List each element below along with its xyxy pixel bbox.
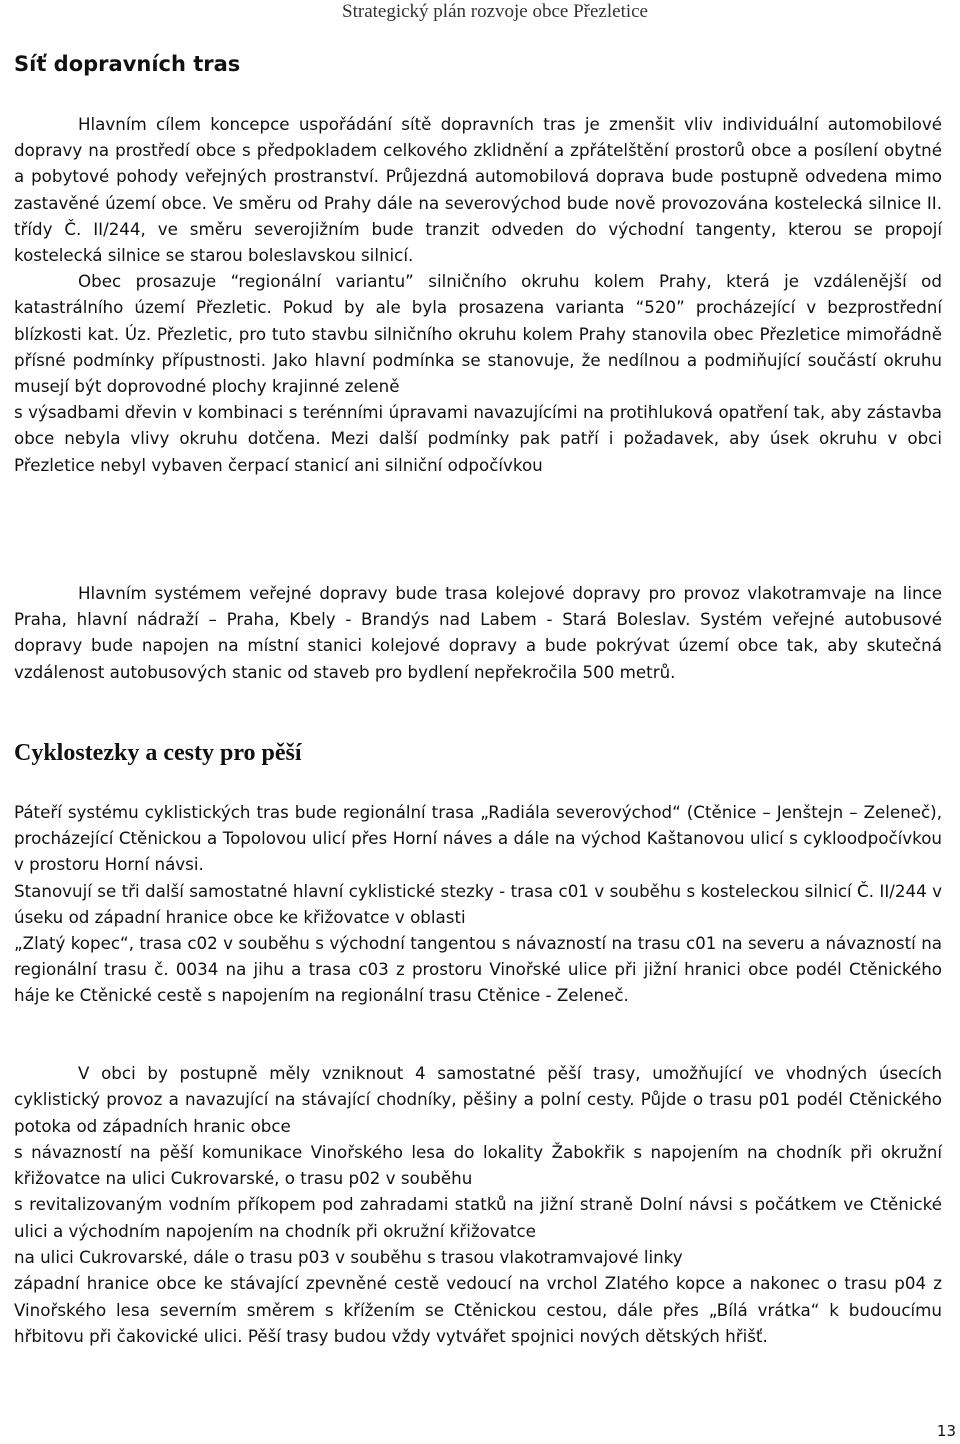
paragraph-pedestrian-p03: na ulici Cukrovarské, dále o trasu p03 v souběhu s trasou vlakotramvajové linky xyxy=(14,1247,683,1268)
running-header: Strategický plán rozvoje obce Přezletice xyxy=(342,1,648,22)
section-public-transport-body xyxy=(14,580,942,685)
paragraph-transport-goal: Hlavním cílem koncepce uspořádání sítě dopravních tras je zmenšit vliv individuální automobilové dopravy na prostředí obce s předpokladem celkového zklidnění a zpřátelštění prostorů obce a posílení obytné a pobytové pohody veřejných prostranství. Průjezdná automobilová doprava bude postupně odvedena mimo zastavěné území obce. Ve směru od Prahy dále na severovýchod bude nově provozována kostelecká silnice II. třídy Č. II/244, ve směru severojižním bude tranzit odveden do východní tangenty, kterou se propojí kostelecká silnice se starou boleslavskou silnicí. xyxy=(14,114,942,266)
paragraph-cycle-backbone: Páteří systému cyklistických tras bude regionální trasa „Radiála severovýchod“ (Ctěnice – Jenštejn – Zeleneč), procházející Ctěnickou a Topolovou ulicí přes Horní náves a dále na východ Kaštanovou ulicí s cykloodpočívkou v prostoru Horní návsi. xyxy=(14,802,942,875)
paragraph-cycle-routes: Stanovují se tři další samostatné hlavní cyklistické stezky - trasa c01 v souběhu s kosteleckou silnicí Č. II/244 v úseku od západní hranice obce ke křižovatce v oblasti xyxy=(14,880,942,927)
section-heading-transport: Síť dopravních tras xyxy=(14,52,241,76)
section-cycle-body xyxy=(14,799,942,1009)
section-heading-cycle-paths: Cyklostezky a cesty pro pěší xyxy=(14,740,302,766)
paragraph-ring-road: Obec prosazuje “regionální variantu” silničního okruhu kolem Prahy, která je vzdálenější od katastrálního území Přezletic. Pokud by ale byla prosazena varianta “520” procházející v bezprostřední blízkosti kat. Úz. Přezletic, pro tuto stavbu silničního okruhu kolem Prahy stanovila obec Přezletice mimořádně přísné podmínky přípustnosti. Jako hlavní podmínka se stanovuje, že nedílnou a podmiňující součástí okruhu musejí být doprovodné plochy krajinné zeleně xyxy=(14,271,942,397)
paragraph-cycle-routes-cont: „Zlatý kopec“, trasa c02 v souběhu s východní tangentou s návazností na trasu c01 na severu a návazností na regionální trasu č. 0034 na jihu a trasa c03 z prostoru Vinořské ulice při jižní hranici obce podél Ctěnického háje ke Ctěnické cestě s napojením na regionální trasu Ctěnice - Zeleneč. xyxy=(14,933,942,1006)
paragraph-pedestrian-intro: V obci by postupně měly vzniknout 4 samostatné pěší trasy, umožňující ve vhodných úsecích cyklistický provoz a navazující na stávající chodníky, pěšiny a polní cesty. Půjde o trasu p01 podél Ctěnického potoka od západních hranic obce xyxy=(14,1063,942,1136)
paragraph-public-transport: Hlavním systémem veřejné dopravy bude trasa kolejové dopravy pro provoz vlakotramvaje na lince Praha, hlavní nádraží – Praha, Kbely - Brandýs nad Labem - Stará Boleslav. Systém veřejné autobusové dopravy bude napojen na místní stanici kolejové dopravy a bude pokrývat území obce tak, aby skutečná vzdálenost autobusových stanic od staveb pro bydlení nepřekročila 500 metrů. xyxy=(14,583,942,682)
page-number: 13 xyxy=(936,1422,956,1440)
section-pedestrian-body xyxy=(14,1060,942,1349)
paragraph-pedestrian-p04: západní hranice obce ke stávající zpevněné cestě vedoucí na vrchol Zlatého kopce a nakonec o trasu p04 z Vinořského lesa severním směrem s křížením se Ctěnickou cestou, dále přes „Bílá vrátka“ k budoucímu hřbitovu při čakovické ulici. Pěší trasy budou vždy vytvářet spojnici nových dětských hřišť. xyxy=(14,1273,942,1346)
paragraph-ring-road-conditions: s výsadbami dřevin v kombinaci s terénními úpravami navazujícími na protihluková opatření tak, aby zástavba obce nebyla vlivy okruhu dotčena. Mezi další podmínky pak patří i požadavek, aby úsek okruhu v obci Přezletice nebyl vybaven čerpací stanicí ani silniční odpočívkou xyxy=(14,402,942,475)
paragraph-pedestrian-p02: s revitalizovaným vodním příkopem pod zahradami statků na jižní straně Dolní návsi s počátkem ve Ctěnické ulici a východním napojením na chodník při okružní křižovatce xyxy=(14,1194,942,1241)
section-transport-body xyxy=(14,111,942,478)
paragraph-pedestrian-p01: s návazností na pěší komunikace Vinořského lesa do lokality Žabokřik s napojením na chodník při okružní křižovatce na ulici Cukrovarské, o trasu p02 v souběhu xyxy=(14,1141,942,1189)
